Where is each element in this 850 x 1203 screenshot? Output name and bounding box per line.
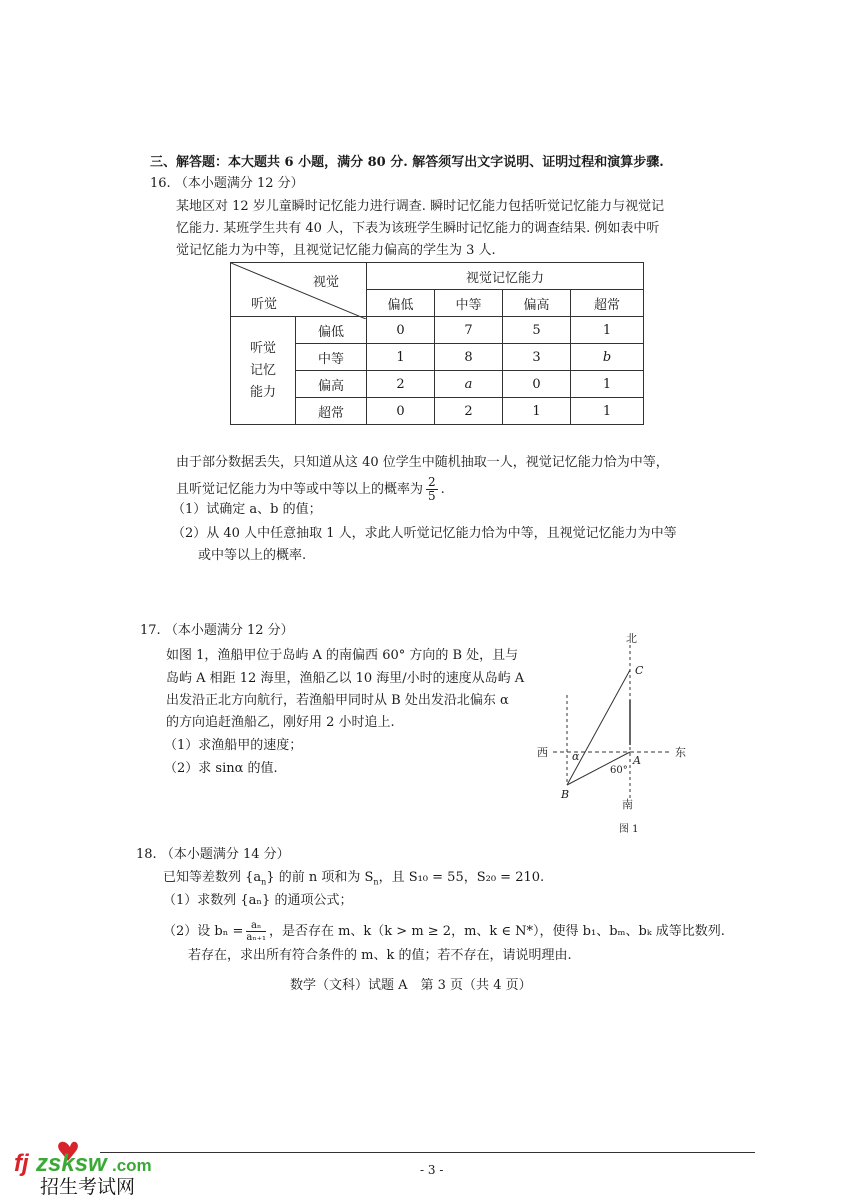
question-text: 觉记忆能力为中等，且视觉记忆能力偏高的学生为 3 人. xyxy=(176,243,496,258)
svg-text:.com: .com xyxy=(112,1156,152,1175)
part-1: （1）试确定 a、b 的值； xyxy=(172,502,322,517)
table-cell: 0 xyxy=(503,371,571,398)
row-header: 偏低 xyxy=(296,317,367,344)
footer-divider xyxy=(100,1152,755,1153)
table-cell: 3 xyxy=(503,344,571,371)
text-segment: ，且 S₁₀ = 55，S₂₀ = 210. xyxy=(378,870,545,885)
section-heading: 三、解答题：本大题共 6 小题，满分 80 分. 解答须写出文字说明、证明过程和演算步骤. xyxy=(150,155,664,170)
part-2-continued: 若存在，求出所有符合条件的 m、k 的值；若不存在，请说明理由. xyxy=(188,948,572,963)
site-logo xyxy=(12,1135,192,1199)
east-label: 东 xyxy=(675,746,686,759)
figure-caption: 图 1 xyxy=(619,824,639,835)
corner-top-label: 视觉 xyxy=(313,275,340,290)
table-cell: 8 xyxy=(435,344,503,371)
fraction-numerator: 2 xyxy=(428,475,436,489)
question-number: 18. xyxy=(136,847,157,862)
table-cell: 5 xyxy=(503,317,571,344)
part-1: （1）求渔船甲的速度； xyxy=(164,738,303,753)
column-group-header: 视觉记忆能力 xyxy=(367,263,644,290)
west-label: 西 xyxy=(537,746,548,759)
table-cell: 7 xyxy=(435,317,503,344)
part-2-continued: 或中等以上的概率. xyxy=(198,548,307,563)
north-label: 北 xyxy=(626,632,637,645)
question-text: 忆能力. 某班学生共有 40 人，下表为该班学生瞬时记忆能力的调查结果. 例如表中听 xyxy=(176,221,660,236)
text-segment: 已知等差数列 {a xyxy=(163,870,262,885)
fraction-denominator: 5 xyxy=(428,489,436,503)
table-cell: 0 xyxy=(367,317,435,344)
table-cell: 1 xyxy=(367,344,435,371)
column-header: 中等 xyxy=(435,290,503,317)
column-header: 超常 xyxy=(571,290,644,317)
table-cell: 0 xyxy=(367,398,435,425)
question-points: （本小题满分 12 分） xyxy=(164,623,294,638)
column-header: 偏低 xyxy=(367,290,435,317)
south-label: 南 xyxy=(622,798,633,811)
table-cell: a xyxy=(435,371,503,398)
table-cell: 2 xyxy=(435,398,503,425)
question-points: （本小题满分 14 分） xyxy=(160,847,290,862)
text-segment: （2）设 bₙ = xyxy=(163,924,244,939)
text-segment: } 的前 n 项和为 S xyxy=(266,870,374,885)
row-header: 偏高 xyxy=(296,371,367,398)
question-number: 16. xyxy=(150,176,171,191)
svg-text:zsksw: zsksw xyxy=(36,1150,107,1177)
table-cell: 1 xyxy=(571,398,644,425)
fraction-denominator: aₙ₊₁ xyxy=(246,932,266,943)
table-cell: 2 xyxy=(367,371,435,398)
question-points: （本小题满分 12 分） xyxy=(174,176,304,191)
part-2: （2）求 sinα 的值. xyxy=(164,761,278,776)
point-a-label: A xyxy=(633,754,641,767)
table-cell: 1 xyxy=(503,398,571,425)
question-text: 的方向追赶渔船乙，刚好用 2 小时追上. xyxy=(166,715,395,730)
question-text: 由于部分数据丢失，只知道从这 40 位学生中随机抽取一人，视觉记忆能力恰为中等， xyxy=(176,455,669,470)
point-c-label: C xyxy=(635,664,644,677)
question-text: 某地区对 12 岁儿童瞬时记忆能力进行调查. 瞬时记忆能力包括听觉记忆能力与视觉记 xyxy=(176,199,665,214)
question-text: 且听觉记忆能力为中等或中等以上的概率为 xyxy=(176,482,424,497)
question-text: 已知等差数列 $\{a_n\}$ 的前 n 项和为 $S_n$，且 S₁₀ = 55，S₂₀ = 210. xyxy=(163,870,545,887)
page-number: - 3 - xyxy=(420,1163,444,1177)
corner-bottom-label: 听觉 xyxy=(251,297,278,312)
angle-alpha-label: α xyxy=(572,750,580,763)
text-segment: ，是否存在 m、k（k > m ≥ 2，m、k ∈ N*），使得 b₁、bₘ、bₖ 成等比数列. xyxy=(268,924,725,939)
part-2 xyxy=(163,917,725,947)
part-1: （1）求数列 {aₙ} 的通项公式； xyxy=(163,893,353,908)
part-2: （2）从 40 人中任意抽取 1 人，求此人听觉记忆能力恰为中等，且视觉记忆能力为中等 xyxy=(172,526,677,541)
column-header: 偏高 xyxy=(503,290,571,317)
table-cell: b xyxy=(571,344,644,371)
fraction xyxy=(246,920,266,943)
angle-60-label: 60° xyxy=(610,765,628,776)
question-text: 如图 1，渔船甲位于岛屿 A 的南偏西 60° 方向的 B 处，且与 xyxy=(166,648,519,663)
fraction-numerator: aₙ xyxy=(246,920,266,932)
question-text: 岛屿 A 相距 12 海里，渔船乙以 10 海里/小时的速度从岛屿 A xyxy=(166,671,525,686)
question-text: 出发沿正北方向航行，若渔船甲同时从 B 处出发沿北偏东 α xyxy=(166,693,509,708)
svg-text:招生考试网: 招生考试网 xyxy=(40,1176,136,1195)
table-cell: 1 xyxy=(571,317,644,344)
row-header: 超常 xyxy=(296,398,367,425)
table-cell: 1 xyxy=(571,371,644,398)
point-b-label: B xyxy=(561,788,570,801)
row-group-label: 听觉记忆能力 xyxy=(249,340,276,400)
page-footer: 数学（文科）试题 A 第 3 页（共 4 页） xyxy=(290,978,532,993)
row-header: 中等 xyxy=(296,344,367,371)
logo-mark xyxy=(12,1135,192,1195)
svg-text:fj: fj xyxy=(14,1150,29,1177)
question-number: 17. xyxy=(140,623,161,638)
